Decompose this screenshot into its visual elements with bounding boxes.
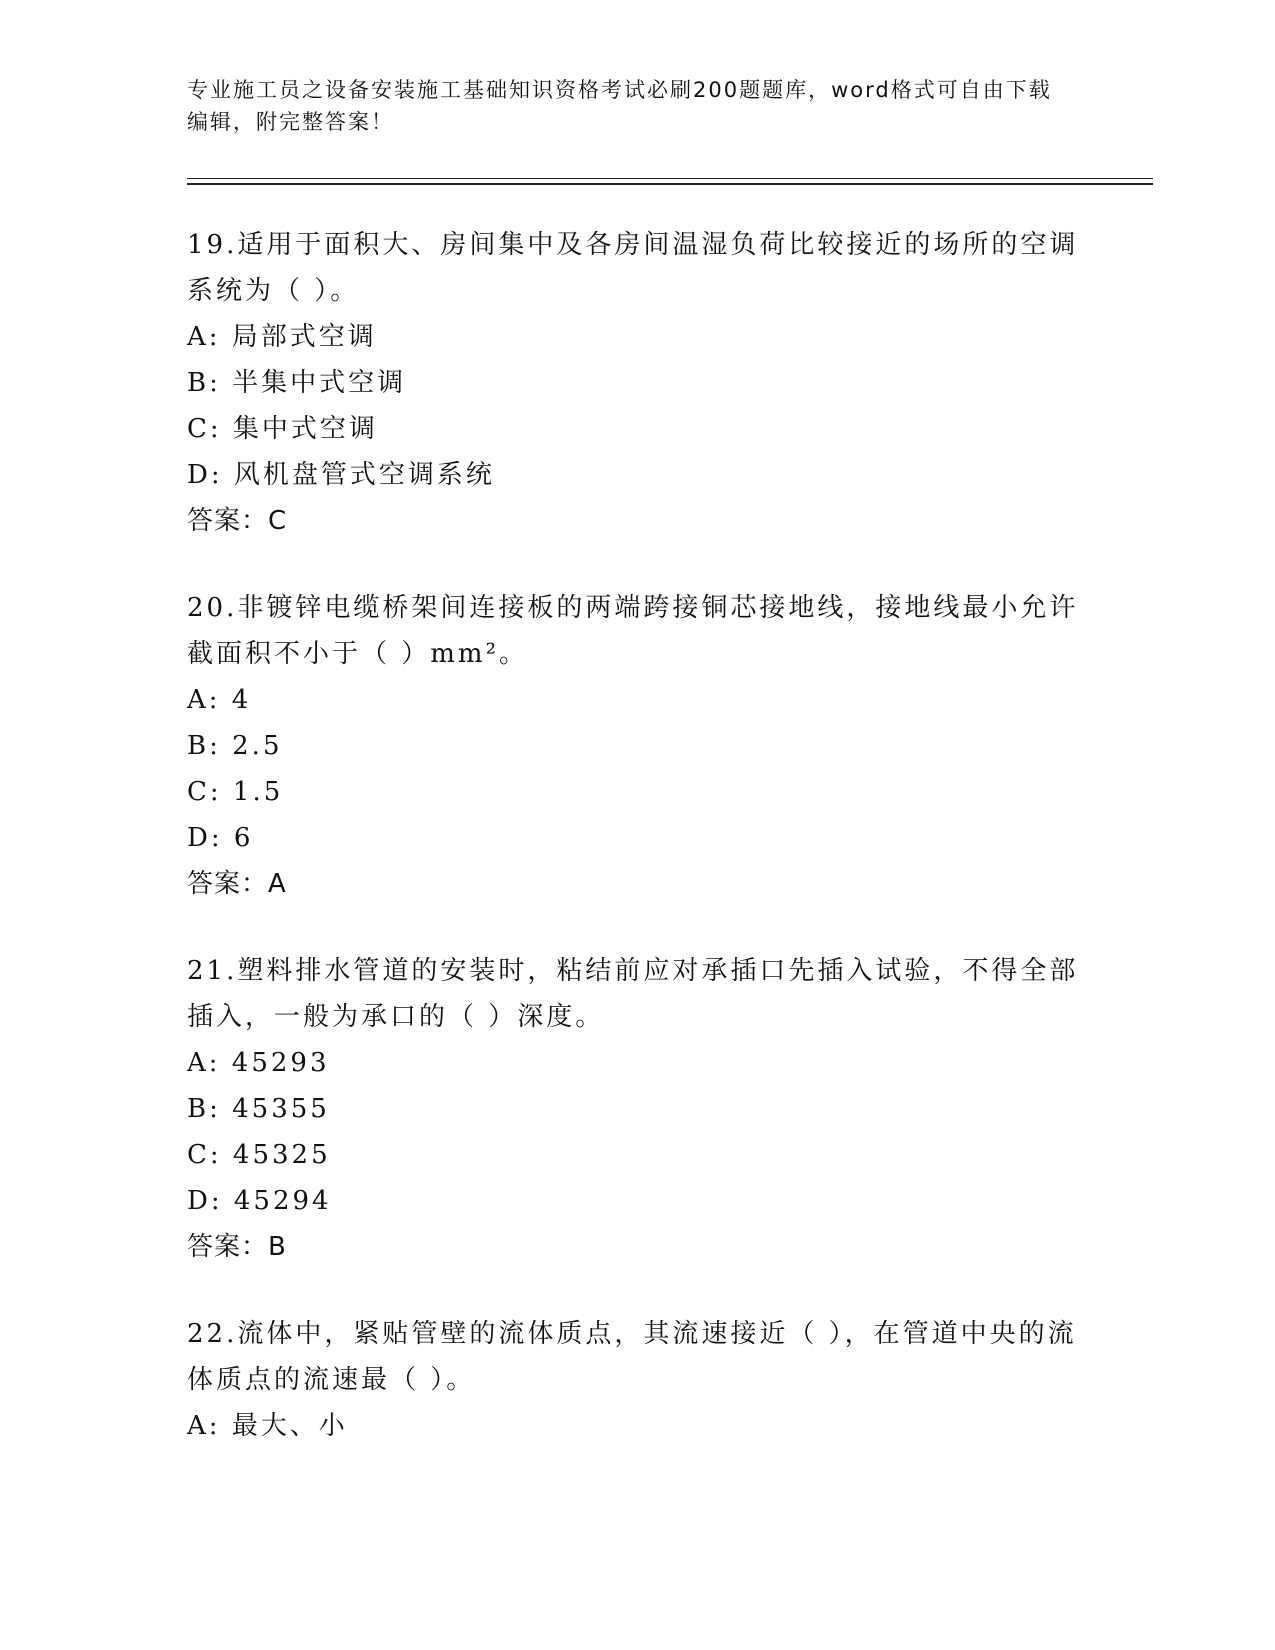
question-stem: 21.塑料排水管道的安装时，粘结前应对承插口先插入试验，不得全部插入，一般为承口的（ ）深度。: [187, 956, 1079, 1032]
question-22: [187, 1311, 1087, 1449]
question-20: [187, 585, 1087, 907]
question-19: [187, 222, 1087, 544]
header-divider: [187, 178, 1153, 185]
question-stem: 20.非镀锌电缆桥架间连接板的两端跨接铜芯接地线，接地线最小允许截面积不小于（ ）mm²。: [187, 593, 1079, 669]
option-c: C: 集中式空调: [187, 414, 378, 444]
option-c: C: 1.5: [187, 777, 284, 807]
option-b: B: 45355: [187, 1094, 330, 1124]
option-b: B: 2.5: [187, 731, 283, 761]
option-d: D: 风机盘管式空调系统: [187, 460, 495, 490]
option-a: A: 4: [187, 685, 252, 715]
answer: 答案：A: [187, 869, 287, 899]
option-c: C: 45325: [187, 1140, 331, 1170]
question-21: [187, 948, 1087, 1270]
answer: 答案：C: [187, 506, 288, 536]
option-a: A: 局部式空调: [187, 322, 377, 352]
option-d: D: 45294: [187, 1186, 332, 1216]
question-stem: 22.流体中，紧贴管壁的流体质点，其流速接近（ ），在管道中央的流体质点的流速最（ ）。: [187, 1319, 1077, 1395]
option-d: D: 6: [187, 823, 254, 853]
document-header: 专业施工员之设备安装施工基础知识资格考试必刷200题题库，word格式可自由下载编辑，附完整答案！: [187, 78, 1052, 134]
option-b: B: 半集中式空调: [187, 368, 407, 398]
question-stem: 19.适用于面积大、房间集中及各房间温湿负荷比较接近的场所的空调系统为（ ）。: [187, 230, 1079, 306]
answer: 答案：B: [187, 1232, 287, 1262]
option-a: A: 最大、小: [187, 1411, 348, 1441]
option-a: A: 45293: [187, 1048, 330, 1078]
